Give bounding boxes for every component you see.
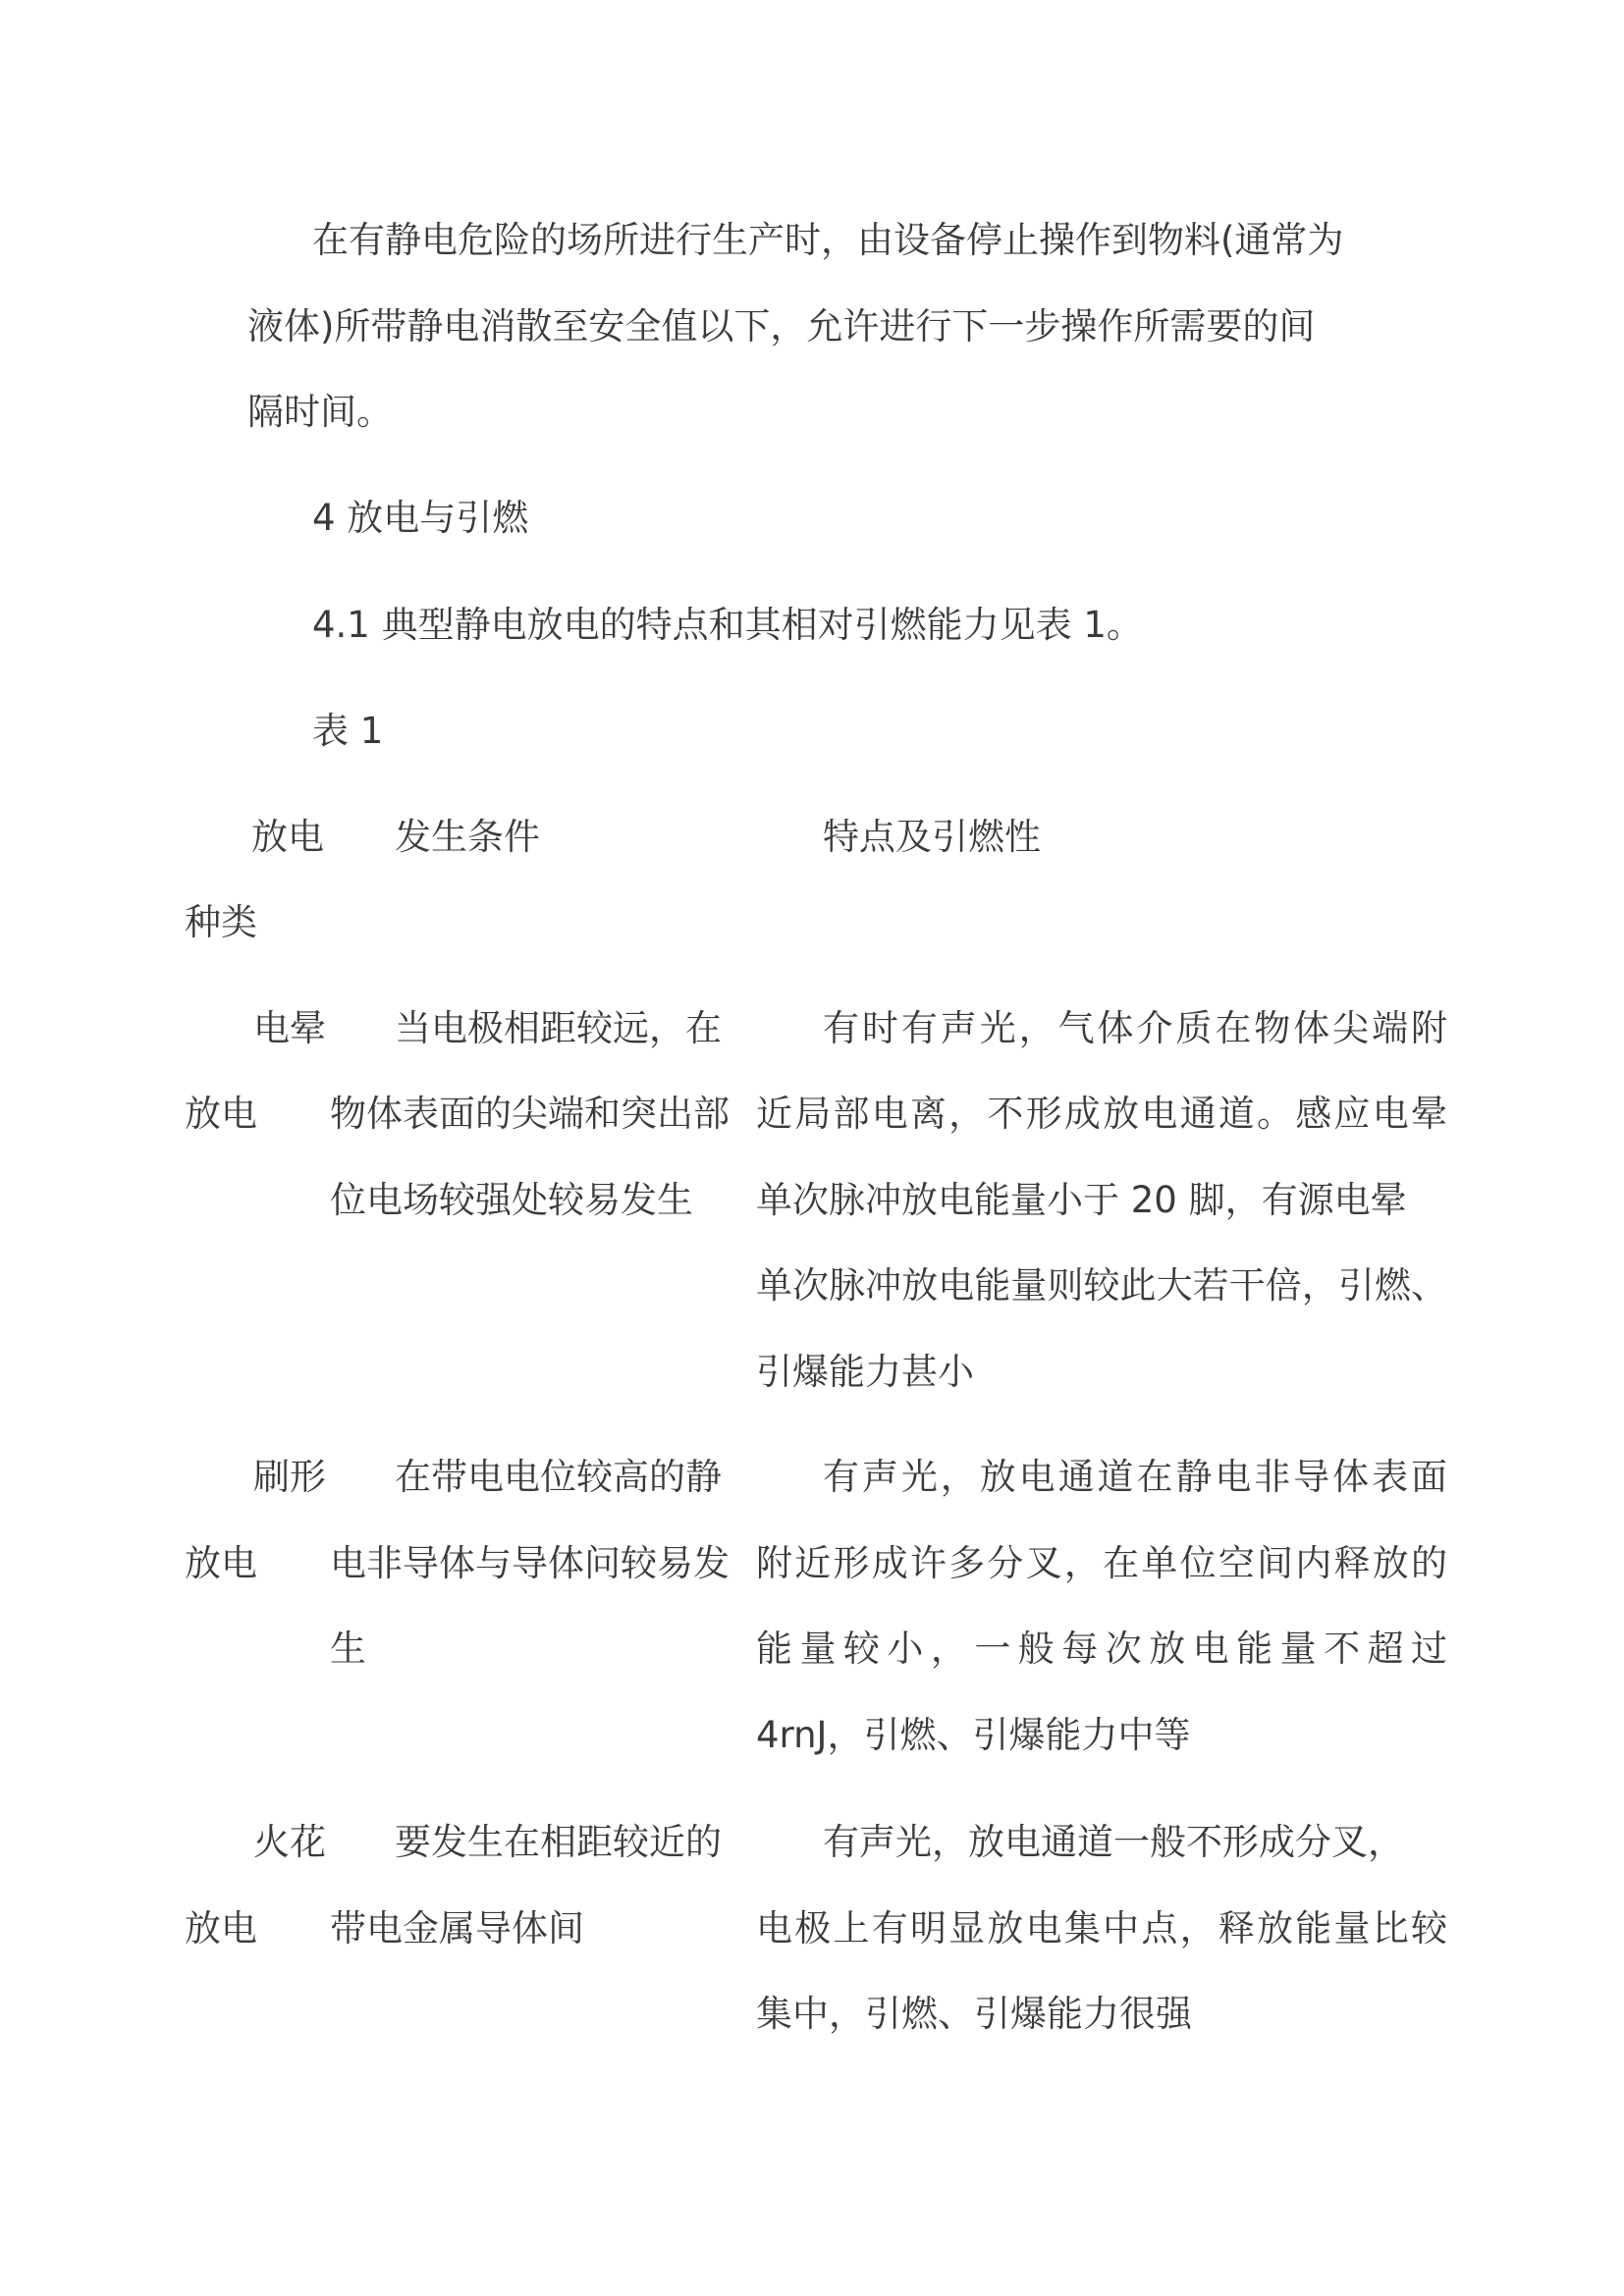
row-feature-line: 能量较小，一般每次放电能量不超过 bbox=[756, 1628, 1447, 1670]
row-condition-line: 电非导体与导体问较易发 bbox=[330, 1542, 730, 1584]
row-feature-line: 单次脉冲放电能量小于 20 脚，有源电晕 bbox=[756, 1179, 1407, 1221]
subsection-text: 4.1 典型静电放电的特点和其相对引燃能力见表 1。 bbox=[312, 604, 1143, 646]
row-feature-line: 4rnJ，引燃、引爆能力中等 bbox=[756, 1714, 1191, 1756]
row-type-line-2: 放电 bbox=[185, 1093, 257, 1135]
intro-line-2: 液体)所带静电消散至安全值以下，允许进行下一步操作所需要的间 bbox=[247, 305, 1316, 347]
row-type-line-2: 放电 bbox=[185, 1907, 257, 1949]
row-condition-line: 带电金属导体间 bbox=[330, 1907, 584, 1949]
row-condition-line: 位电场较强处较易发生 bbox=[330, 1179, 693, 1221]
row-feature-line: 有声光，放电通道一般不形成分叉， bbox=[823, 1821, 1404, 1863]
header-feature: 特点及引燃性 bbox=[823, 816, 1041, 858]
row-feature-line: 集中，引燃、引爆能力很强 bbox=[756, 1993, 1192, 2035]
header-type-line-1: 放电 bbox=[251, 816, 324, 858]
row-type-line-1: 刷形 bbox=[253, 1456, 326, 1498]
row-feature-line: 引爆能力甚小 bbox=[756, 1351, 974, 1393]
table-caption: 表 1 bbox=[312, 710, 384, 752]
row-type-line-1: 火花 bbox=[253, 1821, 326, 1863]
row-feature-line: 近局部电离，不形成放电通道。感应电晕 bbox=[756, 1093, 1447, 1135]
row-condition-line: 物体表面的尖端和突出部 bbox=[330, 1093, 730, 1135]
row-feature-line: 有声光，放电通道在静电非导体表面 bbox=[823, 1456, 1447, 1498]
row-feature-line: 电极上有明显放电集中点，释放能量比较 bbox=[756, 1907, 1447, 1949]
row-condition-line: 当电极相距较远，在 bbox=[395, 1007, 722, 1049]
header-condition: 发生条件 bbox=[395, 816, 540, 858]
section-heading: 4 放电与引燃 bbox=[312, 497, 529, 539]
intro-line-3: 隔时间。 bbox=[247, 391, 393, 433]
row-feature-line: 单次脉冲放电能量则较此大若干倍，引燃、 bbox=[756, 1264, 1447, 1307]
row-feature-line: 附近形成许多分叉，在单位空间内释放的 bbox=[756, 1542, 1447, 1584]
row-type-line-1: 电晕 bbox=[253, 1007, 326, 1049]
row-feature-line: 有时有声光，气体介质在物体尖端附 bbox=[823, 1007, 1447, 1049]
row-type-line-2: 放电 bbox=[185, 1542, 257, 1584]
intro-line-1: 在有静电危险的场所进行生产时，由设备停止操作到物料(通常为 bbox=[312, 219, 1344, 261]
row-condition-line: 要发生在相距较近的 bbox=[395, 1821, 722, 1863]
row-condition-line: 生 bbox=[330, 1628, 366, 1670]
header-type-line-2: 种类 bbox=[185, 901, 257, 943]
row-condition-line: 在带电电位较高的静 bbox=[395, 1456, 722, 1498]
